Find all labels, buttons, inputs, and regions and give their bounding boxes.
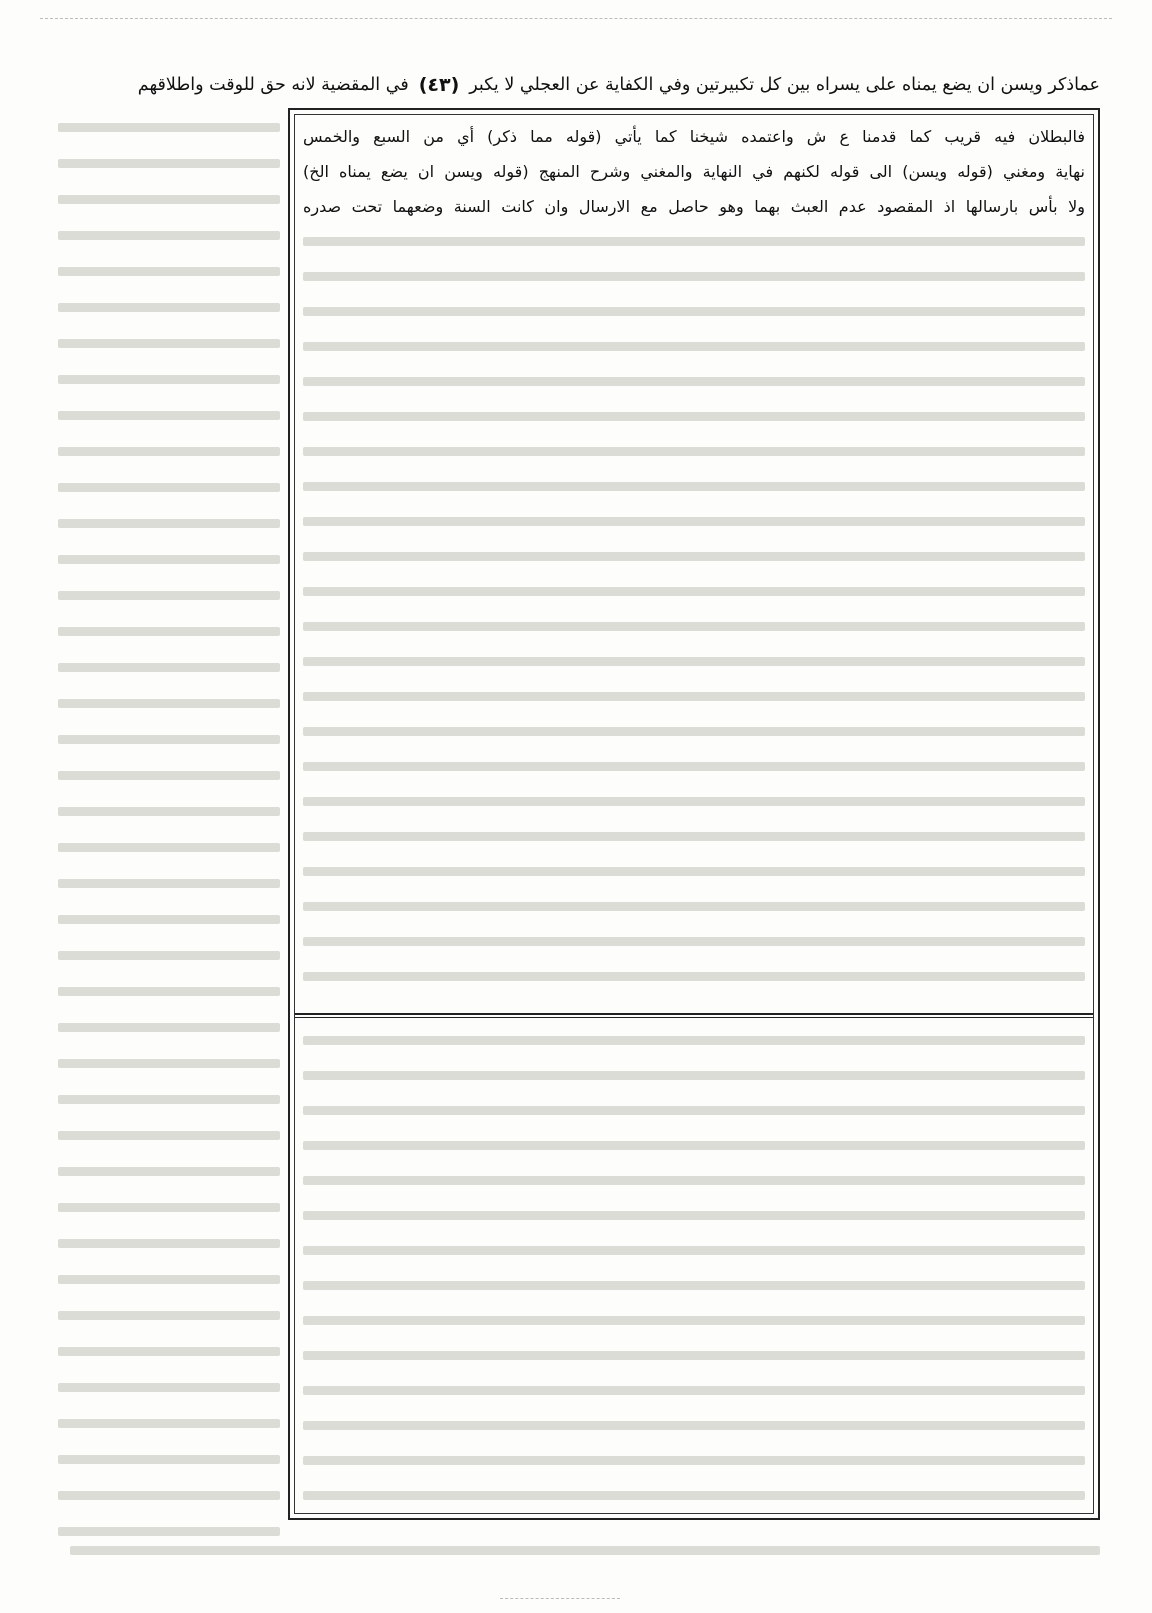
margin-notes [58, 110, 280, 1520]
unread-line-placeholder [58, 1095, 280, 1104]
margin-note-line [58, 1226, 280, 1262]
unread-line-placeholder [58, 699, 280, 708]
margin-note-line [58, 1370, 280, 1406]
commentary-line [303, 469, 1085, 504]
margin-note-line [58, 1082, 280, 1118]
commentary-line [303, 644, 1085, 679]
margin-note-line [58, 974, 280, 1010]
commentary-line [303, 714, 1085, 749]
unread-line-placeholder [58, 1491, 280, 1500]
section-divider-thin [295, 1017, 1093, 1018]
unread-line-placeholder [303, 832, 1085, 841]
margin-note-line [58, 1262, 280, 1298]
unread-line-placeholder [58, 843, 280, 852]
unread-line-placeholder [58, 411, 280, 420]
margin-note-line [58, 578, 280, 614]
header-left-text: في المقضية لانه حق للوقت واطلاقهم [137, 75, 409, 95]
unread-line-placeholder [303, 867, 1085, 876]
commentary-line: نهاية ومغني (قوله ويسن) الى قوله لكنهم في النهاية والمغني وشرح المنهج (قوله ويسن ان يضع يمناه الخ) [303, 162, 1085, 182]
margin-note-line [58, 1154, 280, 1190]
commentary-line [303, 959, 1085, 994]
header-right-text: عماذكر ويسن ان يضع يمناه على يسراه بين كل تكبيرتين وفي الكفاية عن العجلي لا يكبر [469, 75, 1100, 95]
unread-line-placeholder [58, 483, 280, 492]
page-number: (٤٣) [418, 74, 460, 96]
commentary-line [303, 294, 1085, 329]
margin-note-line [58, 902, 280, 938]
unread-line-placeholder [58, 1131, 280, 1140]
unread-line-placeholder [303, 1316, 1085, 1325]
commentary-line [303, 364, 1085, 399]
unread-line-placeholder [58, 159, 280, 168]
unread-line-placeholder [58, 375, 280, 384]
unread-line-placeholder [58, 303, 280, 312]
margin-note-line [58, 794, 280, 830]
margin-note-line [58, 1190, 280, 1226]
margin-note-line [58, 1010, 280, 1046]
commentary-line [303, 889, 1085, 924]
unread-line-placeholder [58, 807, 280, 816]
unread-line-placeholder [58, 267, 280, 276]
unread-line-placeholder [58, 771, 280, 780]
unread-line-placeholder [70, 1546, 1100, 1555]
unread-line-placeholder [303, 447, 1085, 456]
margin-note-line [58, 1046, 280, 1082]
unread-line-placeholder [303, 1456, 1085, 1465]
margin-note-line [58, 1118, 280, 1154]
unread-line-placeholder [58, 915, 280, 924]
unread-line-placeholder [303, 1106, 1085, 1115]
commentary-line [303, 679, 1085, 714]
bottom-scan-rule [500, 1598, 620, 1599]
margin-note-line [58, 1406, 280, 1442]
commentary-line [303, 399, 1085, 434]
unread-line-placeholder [303, 377, 1085, 386]
commentary-line [303, 784, 1085, 819]
unread-line-placeholder [58, 1275, 280, 1284]
unread-line-placeholder [58, 987, 280, 996]
unread-line-placeholder [303, 1421, 1085, 1430]
unread-line-placeholder [303, 412, 1085, 421]
commentary-line [303, 224, 1085, 259]
commentary-line [303, 1093, 1085, 1128]
commentary-line [303, 924, 1085, 959]
commentary-line [303, 1198, 1085, 1233]
unread-line-placeholder [303, 587, 1085, 596]
margin-note-line [58, 830, 280, 866]
commentary-line [303, 1303, 1085, 1338]
unread-line-placeholder [303, 902, 1085, 911]
margin-note-line [58, 290, 280, 326]
commentary-line [303, 1163, 1085, 1198]
margin-note-line [58, 110, 280, 146]
unread-line-placeholder [58, 1311, 280, 1320]
unread-line-placeholder [58, 1383, 280, 1392]
margin-note-line [58, 1442, 280, 1478]
unread-line-placeholder [303, 482, 1085, 491]
unread-line-placeholder [303, 1141, 1085, 1150]
unread-line-placeholder [58, 519, 280, 528]
commentary-line [303, 1373, 1085, 1408]
unread-line-placeholder [303, 517, 1085, 526]
commentary-frame [288, 108, 1100, 1520]
commentary-line [303, 1058, 1085, 1093]
commentary-line [303, 1338, 1085, 1373]
unread-line-placeholder [303, 307, 1085, 316]
commentary-line [303, 749, 1085, 784]
unread-line-placeholder [303, 272, 1085, 281]
unread-line-placeholder [303, 1281, 1085, 1290]
margin-note-line [58, 686, 280, 722]
margin-note-line [58, 542, 280, 578]
commentary-line [303, 1478, 1085, 1513]
unread-line-placeholder [303, 1351, 1085, 1360]
commentary-line [303, 819, 1085, 854]
margin-note-line [58, 146, 280, 182]
unread-line-placeholder [58, 123, 280, 132]
unread-line-placeholder [58, 1455, 280, 1464]
unread-line-placeholder [58, 627, 280, 636]
margin-note-line [58, 398, 280, 434]
margin-note-line [58, 434, 280, 470]
upper-commentary [303, 119, 1085, 999]
margin-note-line [58, 218, 280, 254]
commentary-line: ولا بأس بارسالها اذ المقصود عدم العبث بهما وهو حاصل مع الارسال وان كانت السنة وضعهما تحت صدره [303, 197, 1085, 217]
unread-line-placeholder [303, 1246, 1085, 1255]
unread-line-placeholder [303, 552, 1085, 561]
margin-note-line [58, 938, 280, 974]
margin-note-line [58, 326, 280, 362]
unread-line-placeholder [58, 663, 280, 672]
unread-line-placeholder [303, 797, 1085, 806]
unread-line-placeholder [303, 972, 1085, 981]
commentary-line [303, 1023, 1085, 1058]
unread-line-placeholder [303, 1386, 1085, 1395]
unread-line-placeholder [58, 447, 280, 456]
commentary-line [303, 504, 1085, 539]
commentary-line [303, 434, 1085, 469]
unread-line-placeholder [58, 1347, 280, 1356]
unread-line-placeholder [58, 1059, 280, 1068]
unread-line-placeholder [58, 951, 280, 960]
margin-note-line [58, 1334, 280, 1370]
unread-line-placeholder [303, 1036, 1085, 1045]
unread-line-placeholder [58, 339, 280, 348]
margin-note-line [58, 722, 280, 758]
commentary-line [303, 1268, 1085, 1303]
unread-line-placeholder [58, 735, 280, 744]
lower-commentary [303, 1023, 1085, 1513]
commentary-line [303, 609, 1085, 644]
margin-note-line [58, 758, 280, 794]
unread-line-placeholder [58, 591, 280, 600]
commentary-line [303, 1128, 1085, 1163]
unread-line-placeholder [303, 762, 1085, 771]
unread-line-placeholder [303, 692, 1085, 701]
commentary-line [303, 539, 1085, 574]
running-header [70, 66, 1100, 104]
commentary-line [303, 329, 1085, 364]
section-divider [295, 1013, 1093, 1015]
unread-line-placeholder [303, 622, 1085, 631]
margin-note-line [58, 182, 280, 218]
unread-line-placeholder [303, 1176, 1085, 1185]
commentary-line [303, 259, 1085, 294]
unread-line-placeholder [58, 231, 280, 240]
unread-line-placeholder [58, 555, 280, 564]
margin-note-line [58, 506, 280, 542]
unread-line-placeholder [303, 937, 1085, 946]
commentary-line [303, 1233, 1085, 1268]
unread-line-placeholder [303, 342, 1085, 351]
unread-line-placeholder [58, 195, 280, 204]
commentary-inner-frame [294, 114, 1094, 1514]
unread-line-placeholder [58, 1419, 280, 1428]
margin-note-line [58, 1298, 280, 1334]
unread-line-placeholder [58, 1167, 280, 1176]
margin-note-line [58, 254, 280, 290]
unread-line-placeholder [58, 1203, 280, 1212]
margin-note-line [58, 362, 280, 398]
unread-line-placeholder [58, 1023, 280, 1032]
commentary-line [303, 574, 1085, 609]
commentary-line [303, 1443, 1085, 1478]
unread-line-placeholder [58, 1239, 280, 1248]
footer-line [70, 1530, 1100, 1570]
top-scan-rule [40, 18, 1112, 19]
commentary-line: فالبطلان فيه قريب كما قدمنا ع ش واعتمده شيخنا كما يأتي (قوله مما ذكر) أي من السبع والخمس [303, 127, 1085, 146]
unread-line-placeholder [303, 657, 1085, 666]
unread-line-placeholder [303, 1491, 1085, 1500]
margin-note-line [58, 866, 280, 902]
unread-line-placeholder [303, 1211, 1085, 1220]
margin-note-line [58, 470, 280, 506]
margin-note-line [58, 1478, 280, 1514]
unread-line-placeholder [303, 237, 1085, 246]
commentary-line [303, 854, 1085, 889]
commentary-line [303, 1408, 1085, 1443]
unread-line-placeholder [58, 879, 280, 888]
margin-note-line [58, 614, 280, 650]
margin-note-line [58, 650, 280, 686]
unread-line-placeholder [303, 1071, 1085, 1080]
unread-line-placeholder [303, 727, 1085, 736]
